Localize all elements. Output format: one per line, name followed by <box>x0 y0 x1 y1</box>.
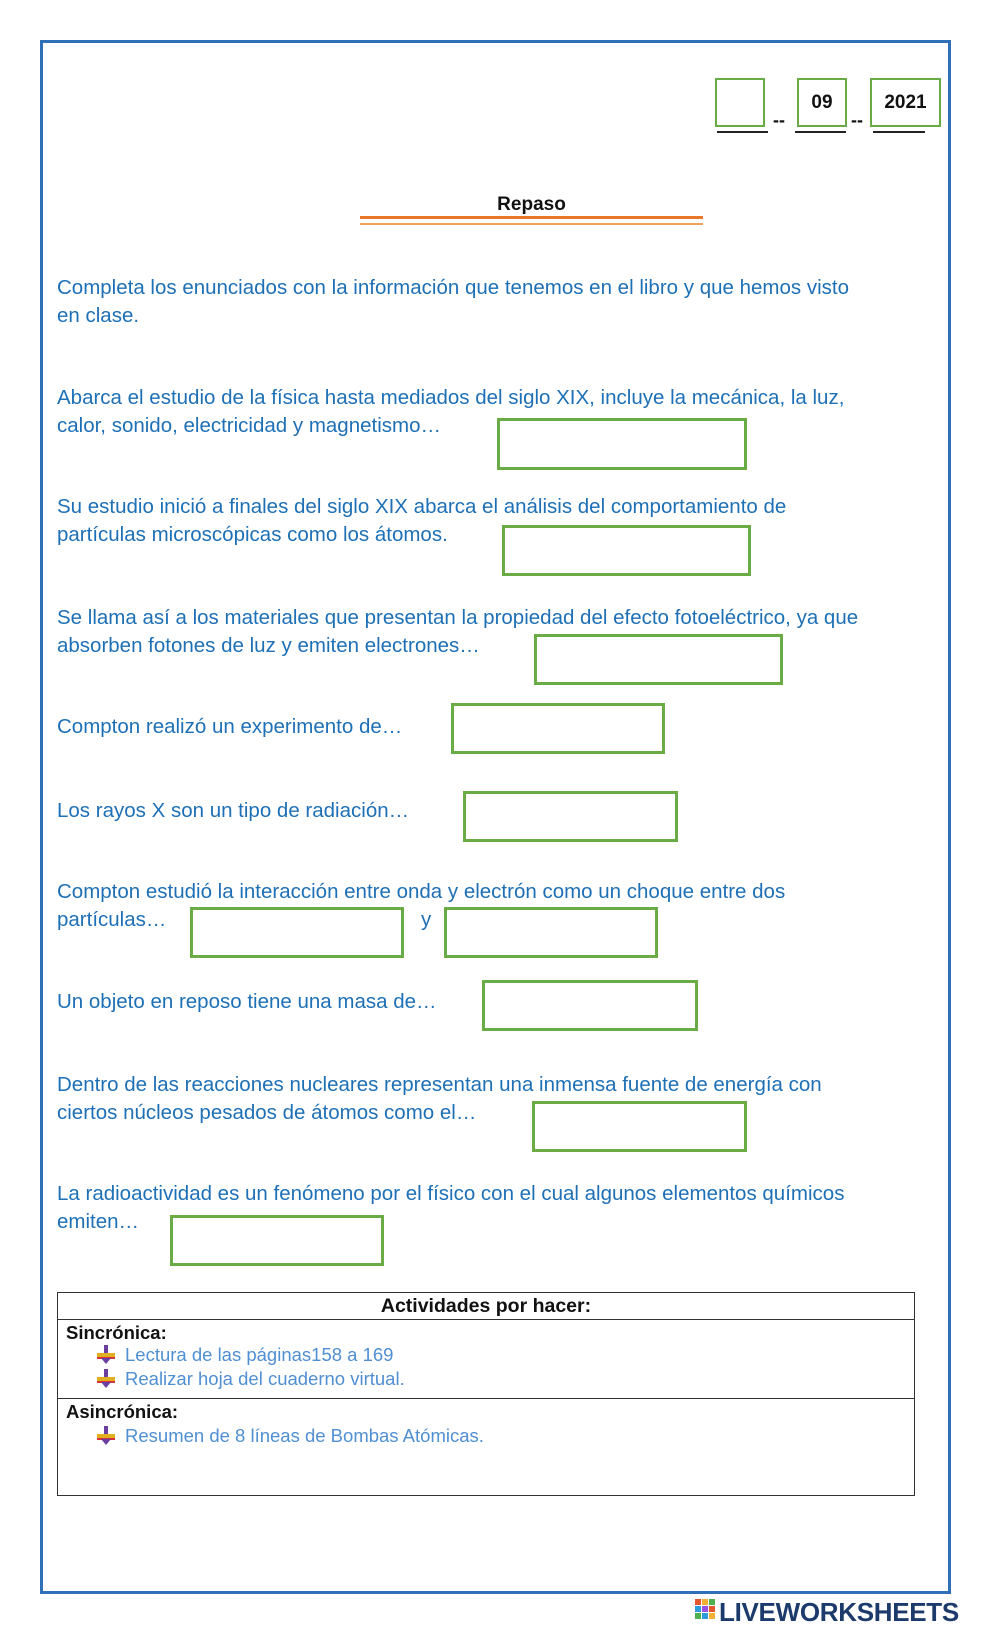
answer-4-input[interactable] <box>451 703 665 754</box>
answer-9-input[interactable] <box>170 1215 384 1266</box>
conjunction-text: y <box>421 908 432 931</box>
activities-table <box>57 1292 915 1496</box>
arrow-bullet-icon <box>96 1345 116 1365</box>
text-line: Compton estudió la interacción entre onda y electrón como un choque entre dos <box>57 880 786 903</box>
text-line: Su estudio inició a finales del siglo XIX abarca el análisis del comportamiento de <box>57 495 787 518</box>
instructions-text <box>57 274 849 330</box>
date-month-underline <box>795 131 846 133</box>
liveworksheets-logo[interactable] <box>695 1597 990 1627</box>
text-line: Dentro de las reacciones nucleares representan una inmensa fuente de energía con <box>57 1073 822 1096</box>
text-line: Se llama así a los materiales que presentan la propiedad del efecto fotoeléctrico, ya que <box>57 606 859 629</box>
page-title: Repaso <box>497 194 566 215</box>
logo-text: LIVEWORKSHEETS <box>719 1597 959 1627</box>
async-activities-row <box>58 1399 914 1495</box>
title-underline <box>360 223 703 225</box>
question-7-text <box>57 988 437 1016</box>
text-line: Compton realizó un experimento de… <box>57 715 403 738</box>
date-day-underline <box>717 131 768 133</box>
date-year-input[interactable] <box>870 78 941 127</box>
sync-item-text: Realizar hoja del cuaderno virtual. <box>125 1368 405 1389</box>
answer-6b-input[interactable] <box>444 907 658 958</box>
answer-8-input[interactable] <box>532 1101 747 1152</box>
text-line: partículas… <box>57 908 167 931</box>
date-separator: -- <box>851 110 863 130</box>
answer-2-input[interactable] <box>502 525 751 576</box>
text-line: ciertos núcleos pesados de átomos como el… <box>57 1101 477 1124</box>
activities-heading: Actividades por hacer: <box>58 1293 914 1320</box>
sync-activities-row <box>58 1320 914 1399</box>
async-item-text: Resumen de 8 líneas de Bombas Atómicas. <box>125 1425 484 1446</box>
text-line: emiten… <box>57 1210 140 1233</box>
date-year-underline <box>873 131 925 133</box>
date-month-input[interactable] <box>797 78 847 127</box>
sync-label: Sincrónica: <box>66 1322 167 1343</box>
answer-6a-input[interactable] <box>190 907 404 958</box>
sync-item-text: Lectura de las páginas158 a 169 <box>125 1344 394 1365</box>
text-line: Un objeto en reposo tiene una masa de… <box>57 990 437 1013</box>
async-label: Asincrónica: <box>66 1401 179 1422</box>
text-line: La radioactividad es un fenómeno por el físico con el cual algunos elementos químicos <box>57 1182 845 1205</box>
text-line: Abarca el estudio de la física hasta mediados del siglo XIX, incluye la mecánica, la luz, <box>57 386 845 409</box>
text-line: calor, sonido, electricidad y magnetismo… <box>57 414 441 437</box>
liveworksheets-logo-icon <box>695 1599 717 1625</box>
date-day-input[interactable] <box>715 78 765 127</box>
answer-3-input[interactable] <box>534 634 783 685</box>
answer-1-input[interactable] <box>497 418 747 470</box>
text-line: en clase. <box>57 304 140 327</box>
text-line: partículas microscópicas como los átomos. <box>57 523 448 546</box>
answer-7-input[interactable] <box>482 980 698 1031</box>
text-line: absorben fotones de luz y emiten electrones… <box>57 634 480 657</box>
question-5-text <box>57 797 409 825</box>
answer-5-input[interactable] <box>463 791 678 842</box>
title-underline <box>360 216 703 219</box>
arrow-bullet-icon <box>96 1369 116 1389</box>
text-line: Completa los enunciados con la información que tenemos en el libro y que hemos visto <box>57 276 849 299</box>
arrow-bullet-icon <box>96 1426 116 1446</box>
question-4-text <box>57 713 402 741</box>
date-separator: -- <box>773 110 785 130</box>
text-line: Los rayos X son un tipo de radiación… <box>57 799 410 822</box>
